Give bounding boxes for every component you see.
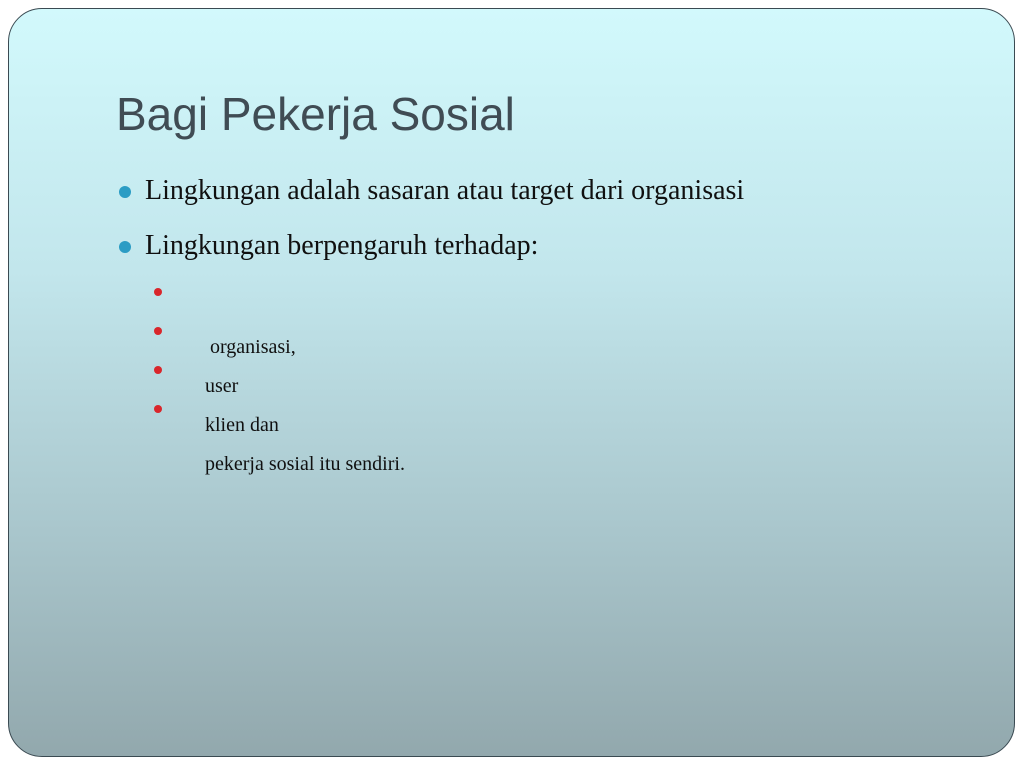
sub-bullet-text: pekerja sosial itu sendiri.: [205, 453, 405, 475]
sub-bullet-dot-icon: [154, 327, 162, 335]
sub-bullet-dot-icon: [154, 405, 162, 413]
bullet-text: Lingkungan berpengaruh terhadap:: [145, 230, 539, 261]
slide: [8, 8, 1015, 757]
sub-bullet-text: klien dan: [205, 414, 279, 436]
sub-bullet-text: organisasi,: [205, 336, 296, 358]
bullet-list: [116, 171, 744, 281]
bullet-dot-icon: [119, 186, 131, 198]
sub-bullet-dot-icon: [154, 288, 162, 296]
bullet-dot-icon: [119, 241, 131, 253]
bullet-text: Lingkungan adalah sasaran atau target dari organisasi: [145, 175, 745, 206]
sub-bullet-list: [116, 277, 405, 475]
sub-bullet-text: user: [205, 375, 239, 397]
bullet-item: [116, 226, 744, 266]
sub-bullet-item: [116, 277, 405, 358]
sub-bullet-dot-icon: [154, 366, 162, 374]
bullet-item: [116, 171, 744, 211]
slide-title: Bagi Pekerja Sosial: [116, 88, 515, 140]
